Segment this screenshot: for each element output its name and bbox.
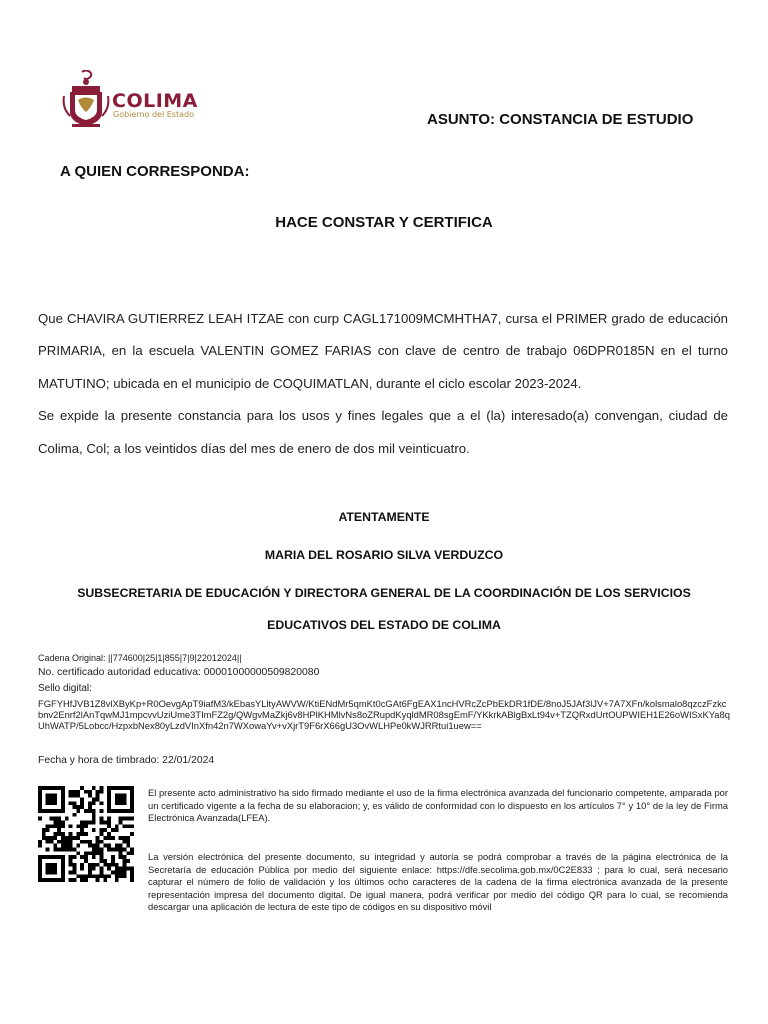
certificate-number: No. certificado autoridad educativa: 00001000000509820080 bbox=[38, 667, 320, 678]
legal-notice-2: La versión electrónica del presente documento, su integridad y autoría se podrá comprobar a través de la página electrónica de la Secretaría de educación Pública por medio del siguiente enlace: https://dfe.secolima.gob.mx/0C2E833 ; para lo cual, será necesario capturar el número de folio de validación y los últimos ocho caracteres de la cadena de la firma electrónica avanzada de la presente representación impresa del documento digital. De igual manera, podrá verificar por medio del código QR para lo cual, se recomienda descargar una aplicación de lectura de este tipo de códigos en su dispositivo móvil bbox=[148, 851, 728, 913]
signer-position-line-1: SUBSECRETARIA DE EDUCACIÓN Y DIRECTORA GENERAL DE LA COORDINACIÓN DE LOS SERVICIOS bbox=[77, 586, 691, 600]
colima-coat-of-arms-icon bbox=[62, 70, 110, 130]
timbrado-date: Fecha y hora de timbrado: 22/01/2024 bbox=[38, 755, 215, 766]
colima-logo bbox=[62, 70, 202, 130]
salutation: A QUIEN CORRESPONDA: bbox=[60, 163, 250, 180]
logo-wordmark: COLIMA bbox=[112, 90, 198, 112]
body-paragraph-2: Se expide la presente constancia para los usos y fines legales que a el (la) interesado(a) convengan, ciudad de Colima, Col; a los veintidos días del mes de enero de dos mil veinticuatro. bbox=[38, 408, 728, 456]
cadena-original: Cadena Original: ||774600|25|1|855|7|9|22012024|| bbox=[38, 653, 242, 663]
body-paragraph-1: Que CHAVIRA GUTIERREZ LEAH ITZAE con curp CAGL171009MCMHTHA7, cursa el PRIMER grado de educación PRIMARIA, en la escuela VALENTIN GOMEZ FARIAS con clave de centro de trabajo 06DPR0185N en el turno MATUTINO; ubicada en el municipio de COQUIMATLAN, durante el ciclo escolar 2023-2024. bbox=[38, 311, 728, 391]
closing-text: ATENTAMENTE bbox=[338, 510, 430, 524]
document-title: HACE CONSTAR Y CERTIFICA bbox=[275, 214, 493, 231]
subject-heading: ASUNTO: CONSTANCIA DE ESTUDIO bbox=[427, 111, 694, 128]
signer-name: MARIA DEL ROSARIO SILVA VERDUZCO bbox=[264, 548, 504, 562]
sello-digital: FGFYHfJVB1Z8vlXByKp+R0OevgApT9iafM3/kEbasYLltyAWVW/KtiENdMr5qmKt0cGAt6FgEAX1ncHVRcZcPbEkDR1fDE/8noJ5JAf3lJV+7A7XFn/kolsmalo8qzczFzkcbnv2Enrf2lAnTqwMJ1mpcvvUziUme3TImFZ2g/QWgvMaZkj6v8HPlKHMlvNs8oZRupdKyqldMR08sgEmF/YKkrkABlgBxLt94v+TZQRxdUrtOUPWIEH1E26oWISxKYa8qUhWATP/5Lobcc/HzpxbNex80yLzdVInXfn42n7WXowaYv+vXjrT9F6rX66gU3OvWLHPe0kWJRRtui1uew== bbox=[38, 698, 730, 731]
sello-label: Sello digital: bbox=[38, 683, 92, 694]
qr-code-icon bbox=[38, 786, 134, 882]
qr-code bbox=[38, 786, 134, 887]
logo-subtitle: Gobierno del Estado bbox=[113, 110, 194, 119]
signer-position-line-2: EDUCATIVOS DEL ESTADO DE COLIMA bbox=[267, 618, 501, 632]
legal-notice-1: El presente acto administrativo ha sido firmado mediante el uso de la firma electrónica avanzada del funcionario competente, amparada por un certificado vigente a la fecha de su elaboracion; y, es válido de conformidad con lo dispuesto en los artículos 7° y 10° de la ley de Firma Electrónica Avanzada(LFEA). bbox=[148, 787, 729, 824]
certificate-body bbox=[38, 303, 728, 465]
